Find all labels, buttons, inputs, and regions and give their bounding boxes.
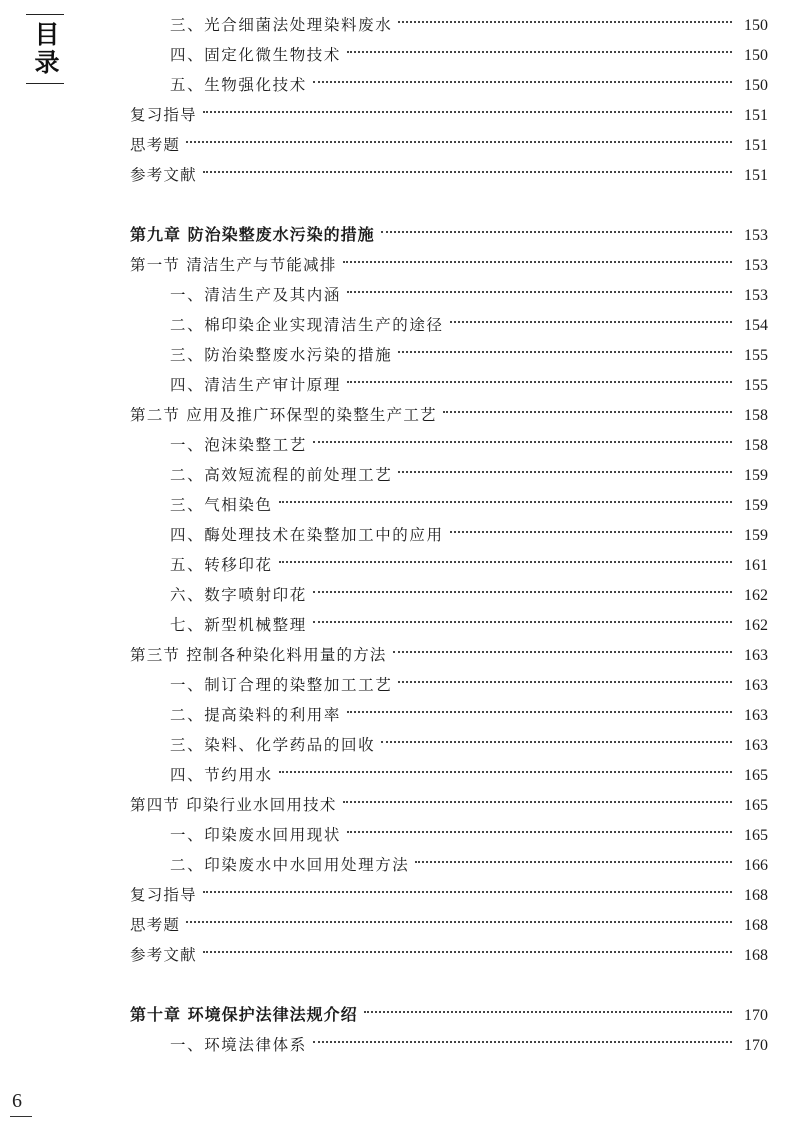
toc-entry-label: 二、棉印染企业实现清洁生产的途径 (170, 316, 444, 334)
dot-leader (347, 711, 732, 713)
toc-entry-page: 165 (744, 797, 768, 814)
toc-entry-label: 复习指导 (130, 886, 197, 904)
toc-entry-page: 163 (744, 677, 768, 694)
toc-entry-label: 五、生物强化技术 (170, 76, 307, 94)
toc-section-entry[interactable] (130, 640, 768, 670)
toc-entry-label: 三、光合细菌法处理染料废水 (170, 16, 393, 34)
toc-entry-page: 166 (744, 857, 768, 874)
dot-leader (313, 1041, 732, 1043)
toc-entry-page: 151 (744, 167, 768, 184)
dot-leader (450, 531, 732, 533)
toc-subsection-entry[interactable] (170, 550, 768, 580)
toc-entry-label: 思考题 (130, 916, 181, 934)
toc-entry-label: 四、节约用水 (170, 766, 273, 784)
toc-subsection-entry[interactable] (170, 40, 768, 70)
page-number: 6 (12, 1090, 22, 1112)
toc-subsection-entry[interactable] (170, 520, 768, 550)
toc-section-entry[interactable] (130, 880, 768, 910)
toc-entry-label: 二、印染废水中水回用处理方法 (170, 856, 410, 874)
toc-subsection-entry[interactable] (170, 340, 768, 370)
toc-entry-label: 一、印染废水回用现状 (170, 826, 342, 844)
toc-section-entry[interactable] (130, 100, 768, 130)
toc-subsection-entry[interactable] (170, 1030, 768, 1060)
toc-entry-page: 150 (744, 77, 768, 94)
toc-entry-label: 一、清洁生产及其内涵 (170, 286, 342, 304)
side-tab (26, 14, 64, 84)
dot-leader (398, 471, 732, 473)
dot-leader (347, 51, 732, 53)
toc-entry-label: 三、染料、化学药品的回收 (170, 736, 376, 754)
toc-entry-page: 163 (744, 647, 768, 664)
toc-section-entry[interactable] (130, 940, 768, 970)
toc-entry-page: 170 (744, 1007, 768, 1024)
dot-leader (279, 561, 732, 563)
dot-leader (279, 501, 732, 503)
dot-leader (398, 681, 732, 683)
toc-entry-label: 一、环境法律体系 (170, 1036, 307, 1054)
dot-leader (313, 621, 732, 623)
dot-leader (186, 921, 732, 923)
dot-leader (279, 771, 732, 773)
toc-entry-label: 一、制订合理的染整加工工艺 (170, 676, 393, 694)
toc-entry-label: 思考题 (130, 136, 181, 154)
toc-entry-page: 168 (744, 887, 768, 904)
toc-entry-label: 参考文献 (130, 946, 197, 964)
dot-leader (381, 231, 732, 233)
toc-entry-label: 第九章 防治染整废水污染的措施 (130, 225, 375, 244)
side-tab-bottom-rule (26, 83, 64, 84)
toc-subsection-entry[interactable] (170, 610, 768, 640)
toc-entry-label: 二、提高染料的利用率 (170, 706, 342, 724)
toc-subsection-entry[interactable] (170, 730, 768, 760)
toc-entry-page: 163 (744, 737, 768, 754)
toc-entry-label: 第一节 清洁生产与节能减排 (130, 256, 337, 274)
toc-entry-label: 复习指导 (130, 106, 197, 124)
toc-entry-label: 参考文献 (130, 166, 197, 184)
dot-leader (203, 111, 732, 113)
toc-entry-page: 159 (744, 467, 768, 484)
toc-section-entry[interactable] (130, 130, 768, 160)
toc-section-entry[interactable] (130, 790, 768, 820)
toc-entry-label: 二、高效短流程的前处理工艺 (170, 466, 393, 484)
toc-entry-label: 七、新型机械整理 (170, 616, 307, 634)
dot-leader (415, 861, 732, 863)
toc-subsection-entry[interactable] (170, 580, 768, 610)
toc-entry-page: 154 (744, 317, 768, 334)
toc-entry-label: 六、数字喷射印花 (170, 586, 307, 604)
toc-subsection-entry[interactable] (170, 430, 768, 460)
toc-subsection-entry[interactable] (170, 670, 768, 700)
dot-leader (347, 291, 732, 293)
toc-entry-page: 168 (744, 947, 768, 964)
dot-leader (393, 651, 732, 653)
toc-entry-page: 161 (744, 557, 768, 574)
toc-entry-page: 153 (744, 257, 768, 274)
toc-entry-page: 165 (744, 827, 768, 844)
toc-subsection-entry[interactable] (170, 460, 768, 490)
toc-entry-page: 159 (744, 497, 768, 514)
dot-leader (203, 951, 732, 953)
toc-entry-label: 一、泡沫染整工艺 (170, 436, 307, 454)
dot-leader (313, 81, 732, 83)
toc-entry-page: 168 (744, 917, 768, 934)
dot-leader (347, 381, 732, 383)
toc-entry-label: 四、酶处理技术在染整加工中的应用 (170, 526, 444, 544)
dot-leader (398, 351, 732, 353)
toc-subsection-entry[interactable] (170, 850, 768, 880)
toc-entry-label: 五、转移印花 (170, 556, 273, 574)
dot-leader (313, 441, 732, 443)
dot-leader (203, 891, 732, 893)
dot-leader (381, 741, 732, 743)
toc-entry-label: 四、固定化微生物技术 (170, 46, 342, 64)
toc-subsection-entry[interactable] (170, 820, 768, 850)
toc-entry-label: 三、气相染色 (170, 496, 273, 514)
dot-leader (398, 21, 732, 23)
dot-leader (313, 591, 732, 593)
toc-subsection-entry[interactable] (170, 280, 768, 310)
toc-entry-page: 165 (744, 767, 768, 784)
toc-chapter-entry[interactable] (130, 1000, 768, 1030)
toc-entry-page: 153 (744, 287, 768, 304)
dot-leader (203, 171, 732, 173)
dot-leader (343, 801, 732, 803)
toc-entry-label: 第二节 应用及推广环保型的染整生产工艺 (130, 406, 437, 424)
toc-subsection-entry[interactable] (170, 370, 768, 400)
toc-entry-page: 150 (744, 17, 768, 34)
toc-section-entry[interactable] (130, 250, 768, 280)
toc-subsection-entry[interactable] (170, 10, 768, 40)
toc-entry-label: 三、防治染整废水污染的措施 (170, 346, 393, 364)
toc-entry-label: 第十章 环境保护法律法规介绍 (130, 1005, 358, 1024)
toc-entry-page: 155 (744, 347, 768, 364)
dot-leader (364, 1011, 732, 1013)
dot-leader (443, 411, 732, 413)
toc-subsection-entry[interactable] (170, 310, 768, 340)
toc-section-entry[interactable] (130, 400, 768, 430)
toc-entry-page: 162 (744, 617, 768, 634)
toc-subsection-entry[interactable] (170, 760, 768, 790)
toc-subsection-entry[interactable] (170, 700, 768, 730)
dot-leader (343, 261, 732, 263)
toc-entry-page: 170 (744, 1037, 768, 1054)
toc-section-entry[interactable] (130, 910, 768, 940)
toc-subsection-entry[interactable] (170, 70, 768, 100)
toc-entry-page: 163 (744, 707, 768, 724)
toc-entry-label: 第四节 印染行业水回用技术 (130, 796, 337, 814)
toc-chapter-entry[interactable] (130, 220, 768, 250)
toc-entry-page: 151 (744, 137, 768, 154)
toc-entry-label: 四、清洁生产审计原理 (170, 376, 342, 394)
toc-entry-page: 153 (744, 227, 768, 244)
toc-entry-page: 155 (744, 377, 768, 394)
toc-entry-page: 151 (744, 107, 768, 124)
toc-section-entry[interactable] (130, 160, 768, 190)
side-tab-top-rule (26, 14, 64, 15)
dot-leader (347, 831, 732, 833)
toc-entry-page: 159 (744, 527, 768, 544)
page-number-rule (10, 1116, 32, 1117)
dot-leader (186, 141, 732, 143)
toc-entry-page: 158 (744, 437, 768, 454)
toc-subsection-entry[interactable] (170, 490, 768, 520)
toc-entry-page: 162 (744, 587, 768, 604)
toc-entry-label: 第三节 控制各种染化料用量的方法 (130, 646, 387, 664)
side-tab-title: 目录 (31, 21, 60, 77)
dot-leader (450, 321, 732, 323)
toc-entry-page: 158 (744, 407, 768, 424)
toc-entry-page: 150 (744, 47, 768, 64)
